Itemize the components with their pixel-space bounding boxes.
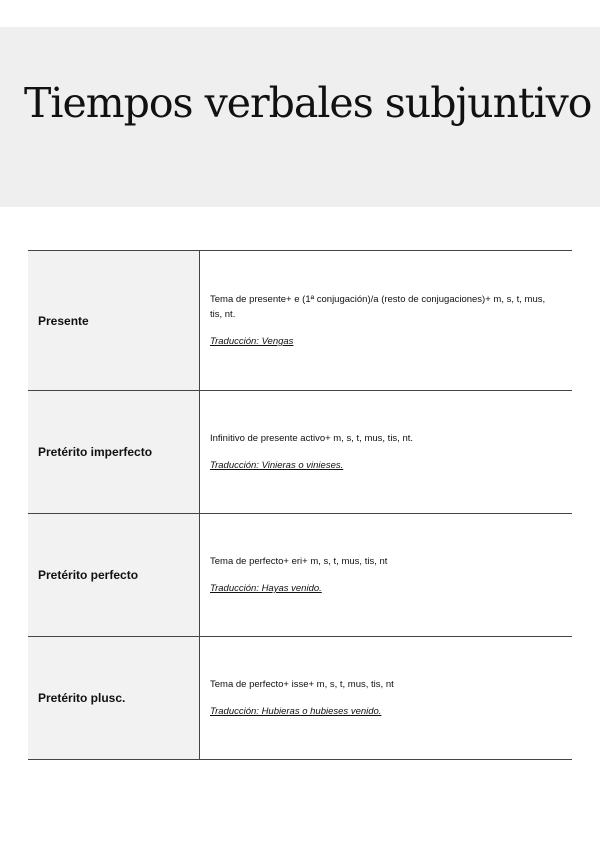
tense-description (200, 514, 573, 637)
formation-rule: Tema de perfecto+ isse+ m, s, t, mus, tis, nt (210, 679, 394, 690)
table-row (28, 637, 572, 760)
tense-name: Pretérito perfecto (28, 514, 200, 637)
formation-rule: Tema de presente+ e (1ª conjugación)/a (resto de conjugaciones)+ m, s, t, mus, tis, nt. (210, 294, 546, 320)
formation-rule: Tema de perfecto+ eri+ m, s, t, mus, tis, nt (210, 556, 388, 567)
tense-name: Pretérito imperfecto (28, 391, 200, 514)
page-title: Tiempos verbales subjuntivo (24, 79, 592, 127)
table-row (28, 514, 572, 637)
translation-example: Traducción: Vengas (210, 336, 294, 347)
translation-example: Traducción: Hubieras o hubieses venido. (210, 706, 382, 717)
tense-description (200, 391, 573, 514)
table-row (28, 251, 572, 391)
tense-name: Pretérito plusc. (28, 637, 200, 760)
tenses-table (28, 250, 572, 760)
tense-description (200, 251, 573, 391)
formation-rule: Infinitivo de presente activo+ m, s, t, mus, tis, nt. (210, 433, 414, 444)
translation-example: Traducción: Hayas venido. (210, 583, 322, 594)
tense-description (200, 637, 573, 760)
table-row (28, 391, 572, 514)
translation-example: Traducción: Vinieras o vinieses. (210, 460, 344, 471)
tense-name: Presente (28, 251, 200, 391)
